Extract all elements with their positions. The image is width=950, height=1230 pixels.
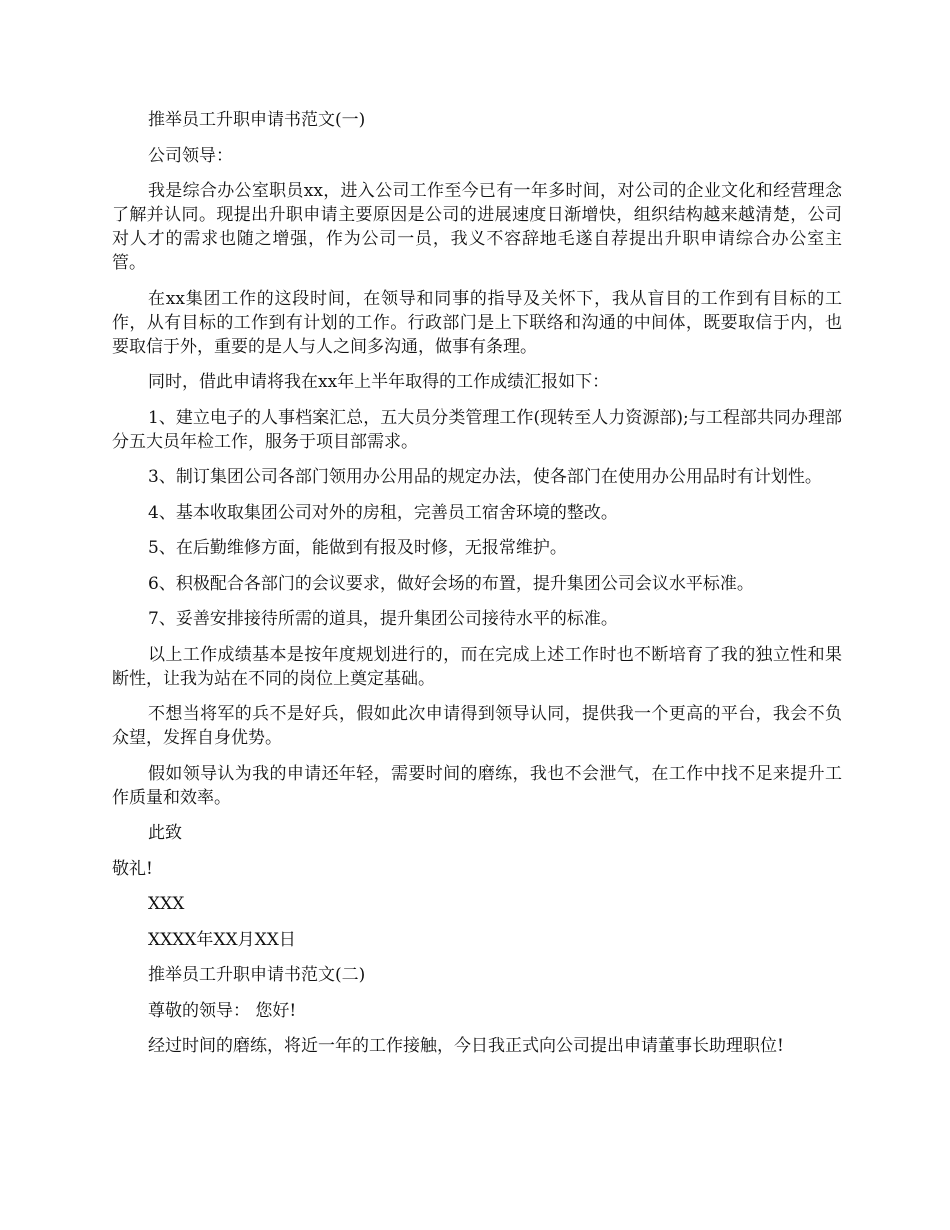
salutation-1: 公司领导： [148, 145, 233, 166]
body-paragraph: 经过时间的磨练，将近一年的工作接触，今日我正式向公司提出申请董事长助理职位! [148, 1036, 784, 1056]
body-paragraph: 我是综合办公室职员xx，进入公司工作至今已有一年多时间，对公司的企业文化和经营理念了解并认同。现提出升职申请主要原因是公司的进展速度日渐增快，组织结构越来越清楚，公司对人才的需求也随之增强，作为公司一员，我义不容辞地毛遂自荐提出升职申请综合办公室主管。 [112, 181, 842, 273]
closing-phrase: 此致 [148, 823, 182, 843]
signature-name: XXX [148, 894, 185, 914]
document-page [112, 108, 842, 1070]
closing-salute: 敬礼! [112, 858, 153, 879]
doc-title-2: 推举员工升职申请书范文(二) [148, 965, 366, 985]
body-paragraph: 同时，借此申请将我在xx年上半年取得的工作成绩汇报如下： [148, 372, 610, 392]
body-paragraph: 假如领导认为我的申请还年轻，需要时间的磨练，我也不会泄气，在工作中找不足来提升工作质量和效率。 [112, 763, 842, 808]
body-paragraph: 在xx集团工作的这段时间，在领导和同事的指导及关怀下，我从盲目的工作到有目标的工作，从有目标的工作到有计划的工作。行政部门是上下联络和沟通的中间体，既要取信于内，也要取信于外，重要的是人与人之间多沟通，做事有条理。 [112, 288, 842, 357]
doc-title-1: 推举员工升职申请书范文(一) [148, 110, 366, 130]
list-item: 4、基本收取集团公司对外的房租，完善员工宿舍环境的整改。 [148, 502, 618, 523]
salutation-2: 尊敬的领导： 您好! [148, 1000, 297, 1021]
body-paragraph: 不想当将军的兵不是好兵，假如此次申请得到领导认同，提供我一个更高的平台，我会不负众望，发挥自身优势。 [112, 704, 842, 748]
list-item: 3、制订集团公司各部门领用办公用品的规定办法，使各部门在使用办公用品时有计划性。 [148, 467, 822, 487]
body-paragraph: 以上工作成绩基本是按年度规划进行的，而在完成上述工作时也不断培育了我的独立性和果断性，让我为站在不同的岗位上奠定基础。 [112, 644, 842, 689]
signature-date: XXXX年XX月XX日 [148, 929, 296, 950]
list-item: 7、妥善安排接待所需的道具，提升集团公司接待水平的标准。 [148, 609, 618, 629]
list-item: 6、积极配合各部门的会议要求，做好会场的布置，提升集团公司会议水平标准。 [148, 573, 754, 594]
list-item: 1、建立电子的人事档案汇总，五大员分类管理工作(现转至人力资源部);与工程部共同办理部分五大员年检工作，服务于项目部需求。 [112, 407, 842, 452]
list-item: 5、在后勤维修方面，能做到有报及时修，无报常维护。 [148, 538, 567, 558]
